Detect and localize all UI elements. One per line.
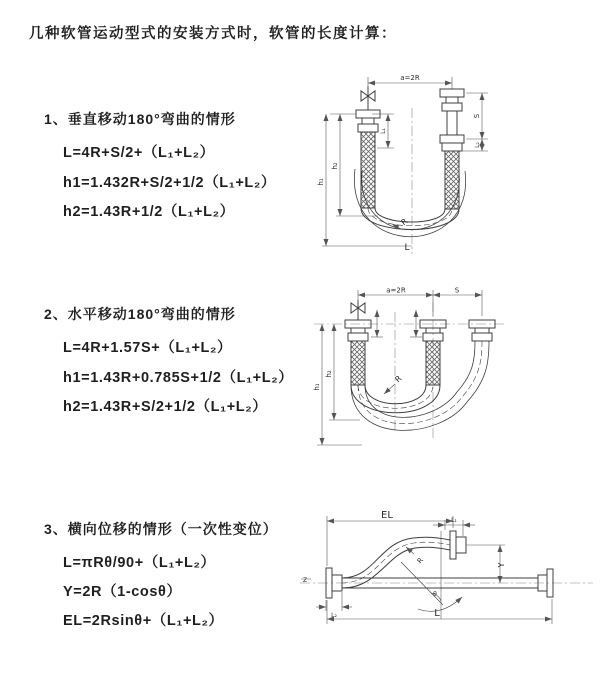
dim-label-y: Y [497, 562, 506, 568]
dim-label-h2: h₂ [325, 370, 333, 378]
left-fitting [345, 320, 371, 385]
section-1-formula-h1: h1=1.432R+S/2+1/2（L₁+L₂） [63, 175, 277, 191]
section-1-formula-h2: h2=1.43R+1/2（L₁+L₂） [63, 204, 235, 220]
page-title: 几种软管运动型式的安装方式时，软管的长度计算： [29, 26, 397, 42]
dim-label-fitting-right: L₂ [474, 142, 481, 148]
radius-label: R [399, 216, 410, 228]
dim-label-a2r: a=2R [386, 286, 406, 295]
section-3-heading: 3、横向位移的情形（一次性变位） [44, 521, 278, 537]
section-1-formula-L: L=4R+S/2+（L₁+L₂） [63, 145, 215, 161]
radius-label: R [415, 556, 426, 566]
dim-label-s: S [454, 286, 460, 295]
section-2-heading: 2、水平移动180°弯曲的情形 [44, 306, 236, 322]
length-label: L [404, 243, 410, 253]
right-fitting-moved [469, 320, 495, 341]
hose-assembly-3 [326, 531, 553, 619]
section-3-formula-L: L=πRθ/90+（L₁+L₂） [63, 555, 216, 571]
hose-assembly-1 [354, 86, 465, 237]
section-3-formula-Y: Y=2R（1-cosθ） [63, 584, 182, 600]
hose-assembly-2 [345, 300, 495, 430]
dim-label-fitting-left: L₁ [380, 128, 387, 134]
dimension-lines-2 [317, 290, 482, 445]
axis-mark-label: Z [302, 577, 308, 584]
dim-label-el: EL [381, 510, 393, 521]
hose-s-curve [342, 537, 450, 588]
hose-bend-moved [351, 341, 489, 430]
top-right-flange-moved [450, 531, 466, 559]
left-fitting [356, 110, 380, 208]
dim-label-l: L [434, 608, 440, 619]
section-3-formula-EL: EL=2Rsinθ+（L₁+L₂） [63, 613, 224, 629]
diagram-horizontal-180-bend [312, 282, 600, 462]
dim-label-s: S [473, 113, 481, 119]
radius-construction-line [401, 562, 443, 605]
diagram-lateral-displacement [295, 498, 598, 650]
hose-bend-current [351, 385, 440, 413]
dim-label-h1: h₁ [317, 178, 325, 186]
section-2-formula-h1: h1=1.43R+0.785S+1/2（L₁+L₂） [63, 370, 294, 386]
radius-label: R [393, 373, 404, 385]
braided-hose-right [445, 151, 459, 209]
dim-label-fitting-top: L₁ [451, 517, 457, 524]
valve-icon [351, 300, 365, 320]
radius-leader [384, 384, 395, 394]
braided-hose-left [361, 132, 375, 208]
braided-hose-middle [426, 341, 440, 385]
angle-label: θ [433, 591, 437, 598]
dim-label-h1: h₁ [313, 383, 321, 391]
right-fitting [440, 89, 464, 209]
diagram-vertical-180-bend [316, 64, 598, 260]
dim-label-a2r: a=2R [400, 74, 420, 82]
braided-hose-left [351, 341, 365, 385]
dimension-lines-3 [301, 516, 552, 624]
section-2-formula-h2: h2=1.43R+S/2+1/2（L₁+L₂） [63, 399, 268, 415]
dim-label-l1-left: h₂ [331, 162, 339, 170]
section-1-heading: 1、垂直移动180°弯曲的情形 [44, 111, 236, 127]
dim-label-fitting-left: L₂ [331, 612, 337, 619]
section-2-formula-L: L=4R+1.57S+（L₁+L₂） [63, 340, 233, 356]
